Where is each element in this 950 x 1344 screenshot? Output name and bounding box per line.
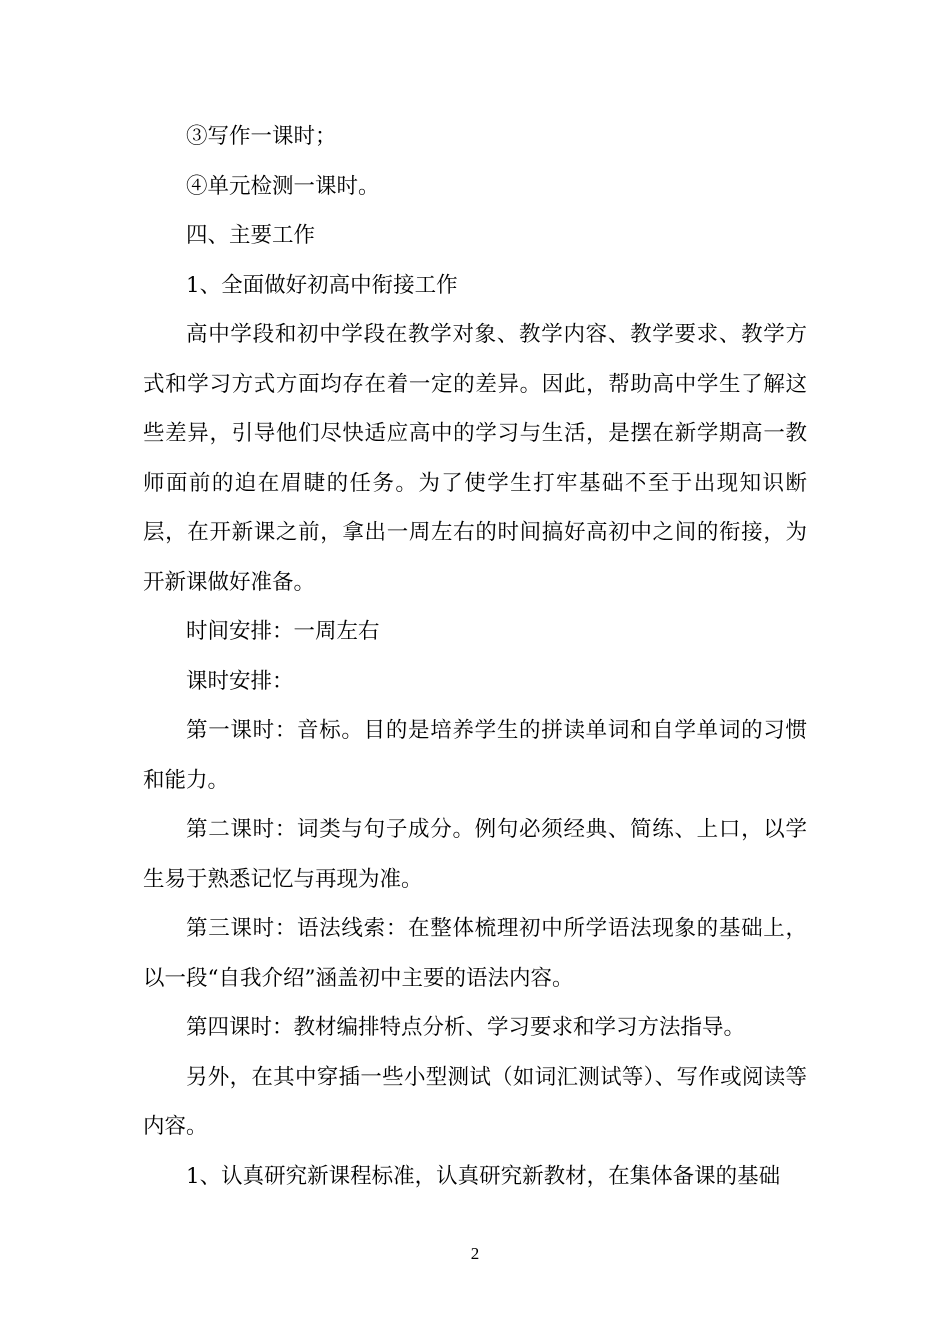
paragraph-writing-lesson: ③写作一课时； xyxy=(186,124,337,149)
document-body xyxy=(143,112,807,1201)
page-number: 2 xyxy=(470,1244,480,1263)
paragraph-transition-description: 高中学段和初中学段在教学对象、教学内容、教学要求、教学方式和学习方式方面均存在着一定的差异。因此，帮助高中学生了解这些差异，引导他们尽快适应高中的学习与生活，是摆在新学期高一教师面前的迫在眉睫的任务。为了使学生打牢基础不至于出现知识断层，在开新课之前，拿出一周左右的时间搞好高初中之间的衔接，为开新课做好准备。 xyxy=(143,322,807,595)
section-heading-main-work: 四、主要工作 xyxy=(186,223,316,248)
paragraph-lesson-three: 第三课时：语法线索：在整体梳理初中所学语法现象的基础上，以一段“自我介绍”涵盖初中主要的语法内容。 xyxy=(143,916,807,991)
paragraph-lesson-one: 第一课时：音标。目的是培养学生的拼读单词和自学单词的习惯和能力。 xyxy=(143,718,807,793)
paragraph-lesson-two: 第二课时：词类与句子成分。例句必须经典、简练、上口，以学生易于熟悉记忆与再现为准。 xyxy=(143,817,807,892)
paragraph-additional-tests: 另外，在其中穿插一些小型测试（如词汇测试等）、写作或阅读等内容。 xyxy=(143,1064,807,1139)
paragraph-curriculum-study: 1、认真研究新课程标准，认真研究新教材，在集体备课的基础 xyxy=(186,1163,781,1189)
paragraph-lesson-arrangement: 课时安排： xyxy=(186,668,294,694)
paragraph-time-arrangement: 时间安排：一周左右 xyxy=(186,619,380,644)
paragraph-unit-test-lesson: ④单元检测一课时。 xyxy=(186,173,380,199)
subheading-transition-work: 1、全面做好初高中衔接工作 xyxy=(186,272,458,298)
paragraph-lesson-four: 第四课时：教材编排特点分析、学习要求和学习方法指导。 xyxy=(186,1015,746,1040)
